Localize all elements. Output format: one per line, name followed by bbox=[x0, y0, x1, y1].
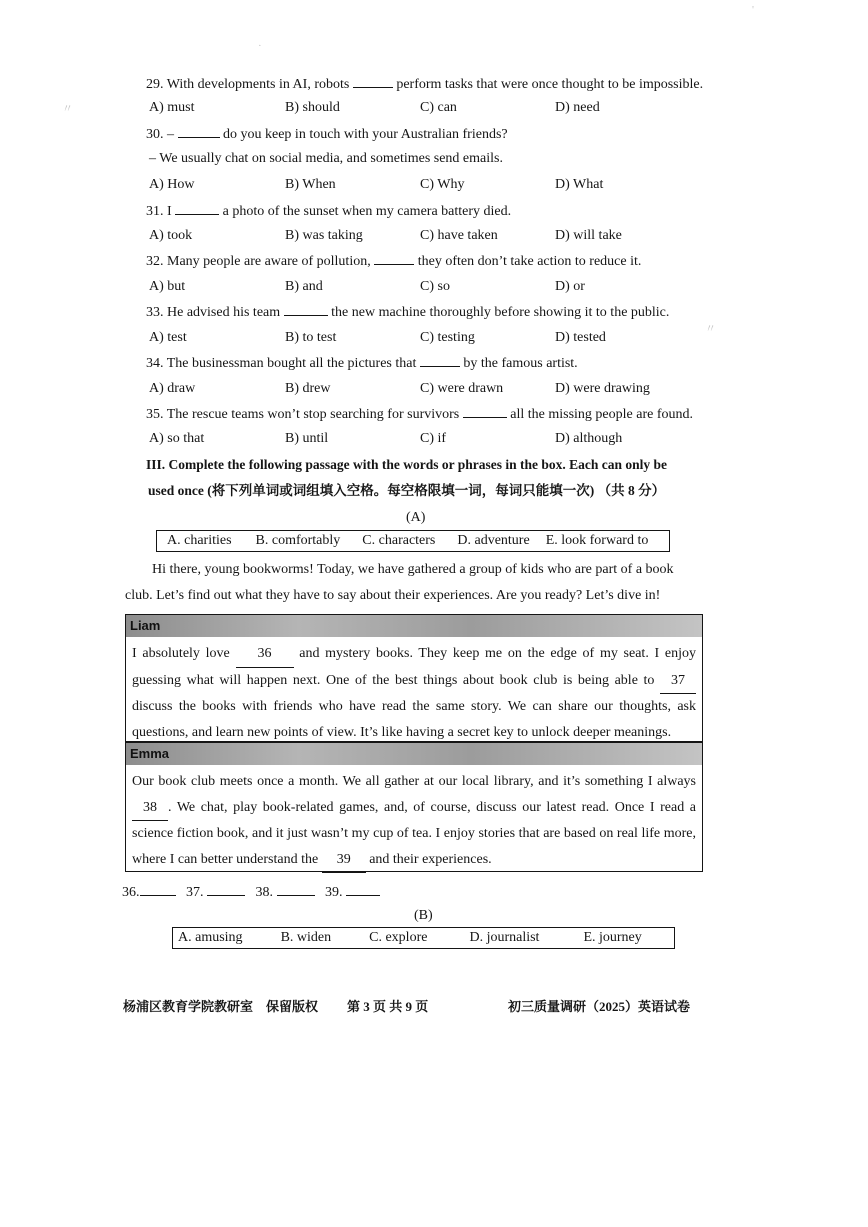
speaker-name: Liam bbox=[126, 615, 702, 637]
answer-36-blank[interactable] bbox=[140, 883, 176, 896]
option-d: D) What bbox=[555, 177, 604, 192]
answer-blank[interactable] bbox=[463, 405, 507, 418]
answer-37-blank[interactable] bbox=[207, 883, 245, 896]
option-b: B) drew bbox=[285, 381, 331, 396]
question-33: 33. He advised his team the new machine thoroughly before showing it to the public. bbox=[146, 305, 670, 320]
liam-panel bbox=[125, 614, 703, 742]
answer-line: 36. 37. 38. 39. bbox=[122, 883, 380, 902]
option-d: D) need bbox=[555, 100, 600, 115]
option-a: A) but bbox=[149, 279, 186, 294]
option-c: C) Why bbox=[420, 177, 465, 192]
option-d: D) will take bbox=[555, 228, 622, 243]
intro-text: Hi there, young bookworms! Today, we have gathered a group of kids who are part of a book bbox=[152, 562, 674, 577]
footer-exam-title: 初三质量调研（2025）英语试卷 bbox=[508, 999, 691, 1014]
option-a: A) must bbox=[149, 100, 195, 115]
question-34: 34. The businessman bought all the pictures that by the famous artist. bbox=[146, 356, 578, 371]
word-option: A. charities bbox=[167, 533, 232, 548]
option-c: C) testing bbox=[420, 330, 475, 345]
answer-39-blank[interactable] bbox=[346, 883, 380, 896]
blank-38[interactable]: 38 bbox=[132, 795, 168, 822]
footer-page-number: 第 3 页 共 9 页 bbox=[347, 999, 429, 1014]
blank-36[interactable]: 36 bbox=[236, 641, 294, 668]
word-option: D. journalist bbox=[469, 930, 540, 945]
option-a: A) test bbox=[149, 330, 187, 345]
option-c: C) were drawn bbox=[420, 381, 504, 396]
word-box-a bbox=[156, 530, 670, 552]
option-c: C) have taken bbox=[420, 228, 498, 243]
question-32: 32. Many people are aware of pollution, they often don’t take action to reduce it. bbox=[146, 254, 642, 269]
option-b: B) should bbox=[285, 100, 340, 115]
scan-speck: 〃 bbox=[705, 323, 716, 335]
scan-speck: ' bbox=[752, 4, 754, 16]
answer-blank[interactable] bbox=[374, 252, 414, 265]
blank-39[interactable]: 39 bbox=[322, 847, 366, 874]
option-b: B) was taking bbox=[285, 228, 363, 243]
question-29: 29. With developments in AI, robots perform tasks that were once thought to be impossible. bbox=[146, 77, 704, 92]
option-c: C) if bbox=[420, 431, 447, 446]
emma-panel bbox=[125, 742, 703, 872]
word-option: A. amusing bbox=[178, 930, 243, 945]
option-d: D) were drawing bbox=[555, 381, 650, 396]
section-heading: III. Complete the following passage with the words or phrases in the box. Each can only be bbox=[146, 457, 668, 472]
word-option: B. comfortably bbox=[255, 533, 341, 548]
option-b: B) When bbox=[285, 177, 336, 192]
word-option: C. explore bbox=[369, 930, 428, 945]
answer-blank[interactable] bbox=[353, 75, 393, 88]
word-option: D. adventure bbox=[457, 533, 530, 548]
option-b: B) until bbox=[285, 431, 329, 446]
word-option: E. look forward to bbox=[545, 533, 649, 548]
option-b: B) and bbox=[285, 279, 323, 294]
speaker-name: Emma bbox=[126, 743, 702, 765]
liam-text: I absolutely love 36 and mystery books. They keep me on the edge of my seat. I enjoy guessing what will happen next. One of the best things about book club is being able to 37 discuss the books with friends who have read the same story. We can share our thoughts, ask questions, and learn new points of view. It’s like having a secret key to unlock deeper meanings. bbox=[126, 637, 702, 749]
option-a: A) took bbox=[149, 228, 193, 243]
word-option: E. journey bbox=[583, 930, 642, 945]
word-option: B. widen bbox=[280, 930, 332, 945]
part-a-label: (A) bbox=[406, 510, 426, 525]
blank-37[interactable]: 37 bbox=[660, 668, 696, 695]
option-c: C) can bbox=[420, 100, 457, 115]
part-b-label: (B) bbox=[414, 908, 433, 923]
option-d: D) although bbox=[555, 431, 623, 446]
footer-copyright: 杨浦区教育学院教研室 保留版权 bbox=[123, 999, 319, 1014]
word-option: C. characters bbox=[362, 533, 436, 548]
answer-38-blank[interactable] bbox=[277, 883, 315, 896]
word-box-b bbox=[172, 927, 675, 949]
answer-blank[interactable] bbox=[178, 125, 220, 138]
question-30: 30. – do you keep in touch with your Australian friends? bbox=[146, 127, 508, 142]
question-35: 35. The rescue teams won’t stop searching for survivors all the missing people are found. bbox=[146, 407, 693, 422]
option-a: A) so that bbox=[149, 431, 205, 446]
option-c: C) so bbox=[420, 279, 450, 294]
section-heading-cont: used once (将下列单词或词组填入空格。每空格限填一词，每词只能填一次) （共 8 分） bbox=[148, 483, 666, 498]
option-d: D) tested bbox=[555, 330, 606, 345]
emma-text: Our book club meets once a month. We all gather at our local library, and it’s something I always 38 . We chat, play book-related games, and, of course, discuss our latest read. Once I read a science fiction book, and it just wasn’t my cup of tea. I enjoy stories that are based on real life more, where I can better understand the 39 and their experiences. bbox=[126, 765, 702, 877]
option-a: A) How bbox=[149, 177, 195, 192]
answer-blank[interactable] bbox=[284, 303, 328, 316]
scan-speck: · bbox=[258, 40, 262, 52]
option-d: D) or bbox=[555, 279, 585, 294]
answer-blank[interactable] bbox=[420, 354, 460, 367]
question-30-reply: – We usually chat on social media, and sometimes send emails. bbox=[149, 151, 503, 166]
option-b: B) to test bbox=[285, 330, 337, 345]
answer-blank[interactable] bbox=[175, 202, 219, 215]
intro-text-cont: club. Let’s find out what they have to say about their experiences. Are you ready? Let’s dive in! bbox=[125, 588, 661, 603]
scan-speck: 〃 bbox=[62, 103, 73, 115]
question-31: 31. I a photo of the sunset when my camera battery died. bbox=[146, 204, 512, 219]
option-a: A) draw bbox=[149, 381, 196, 396]
